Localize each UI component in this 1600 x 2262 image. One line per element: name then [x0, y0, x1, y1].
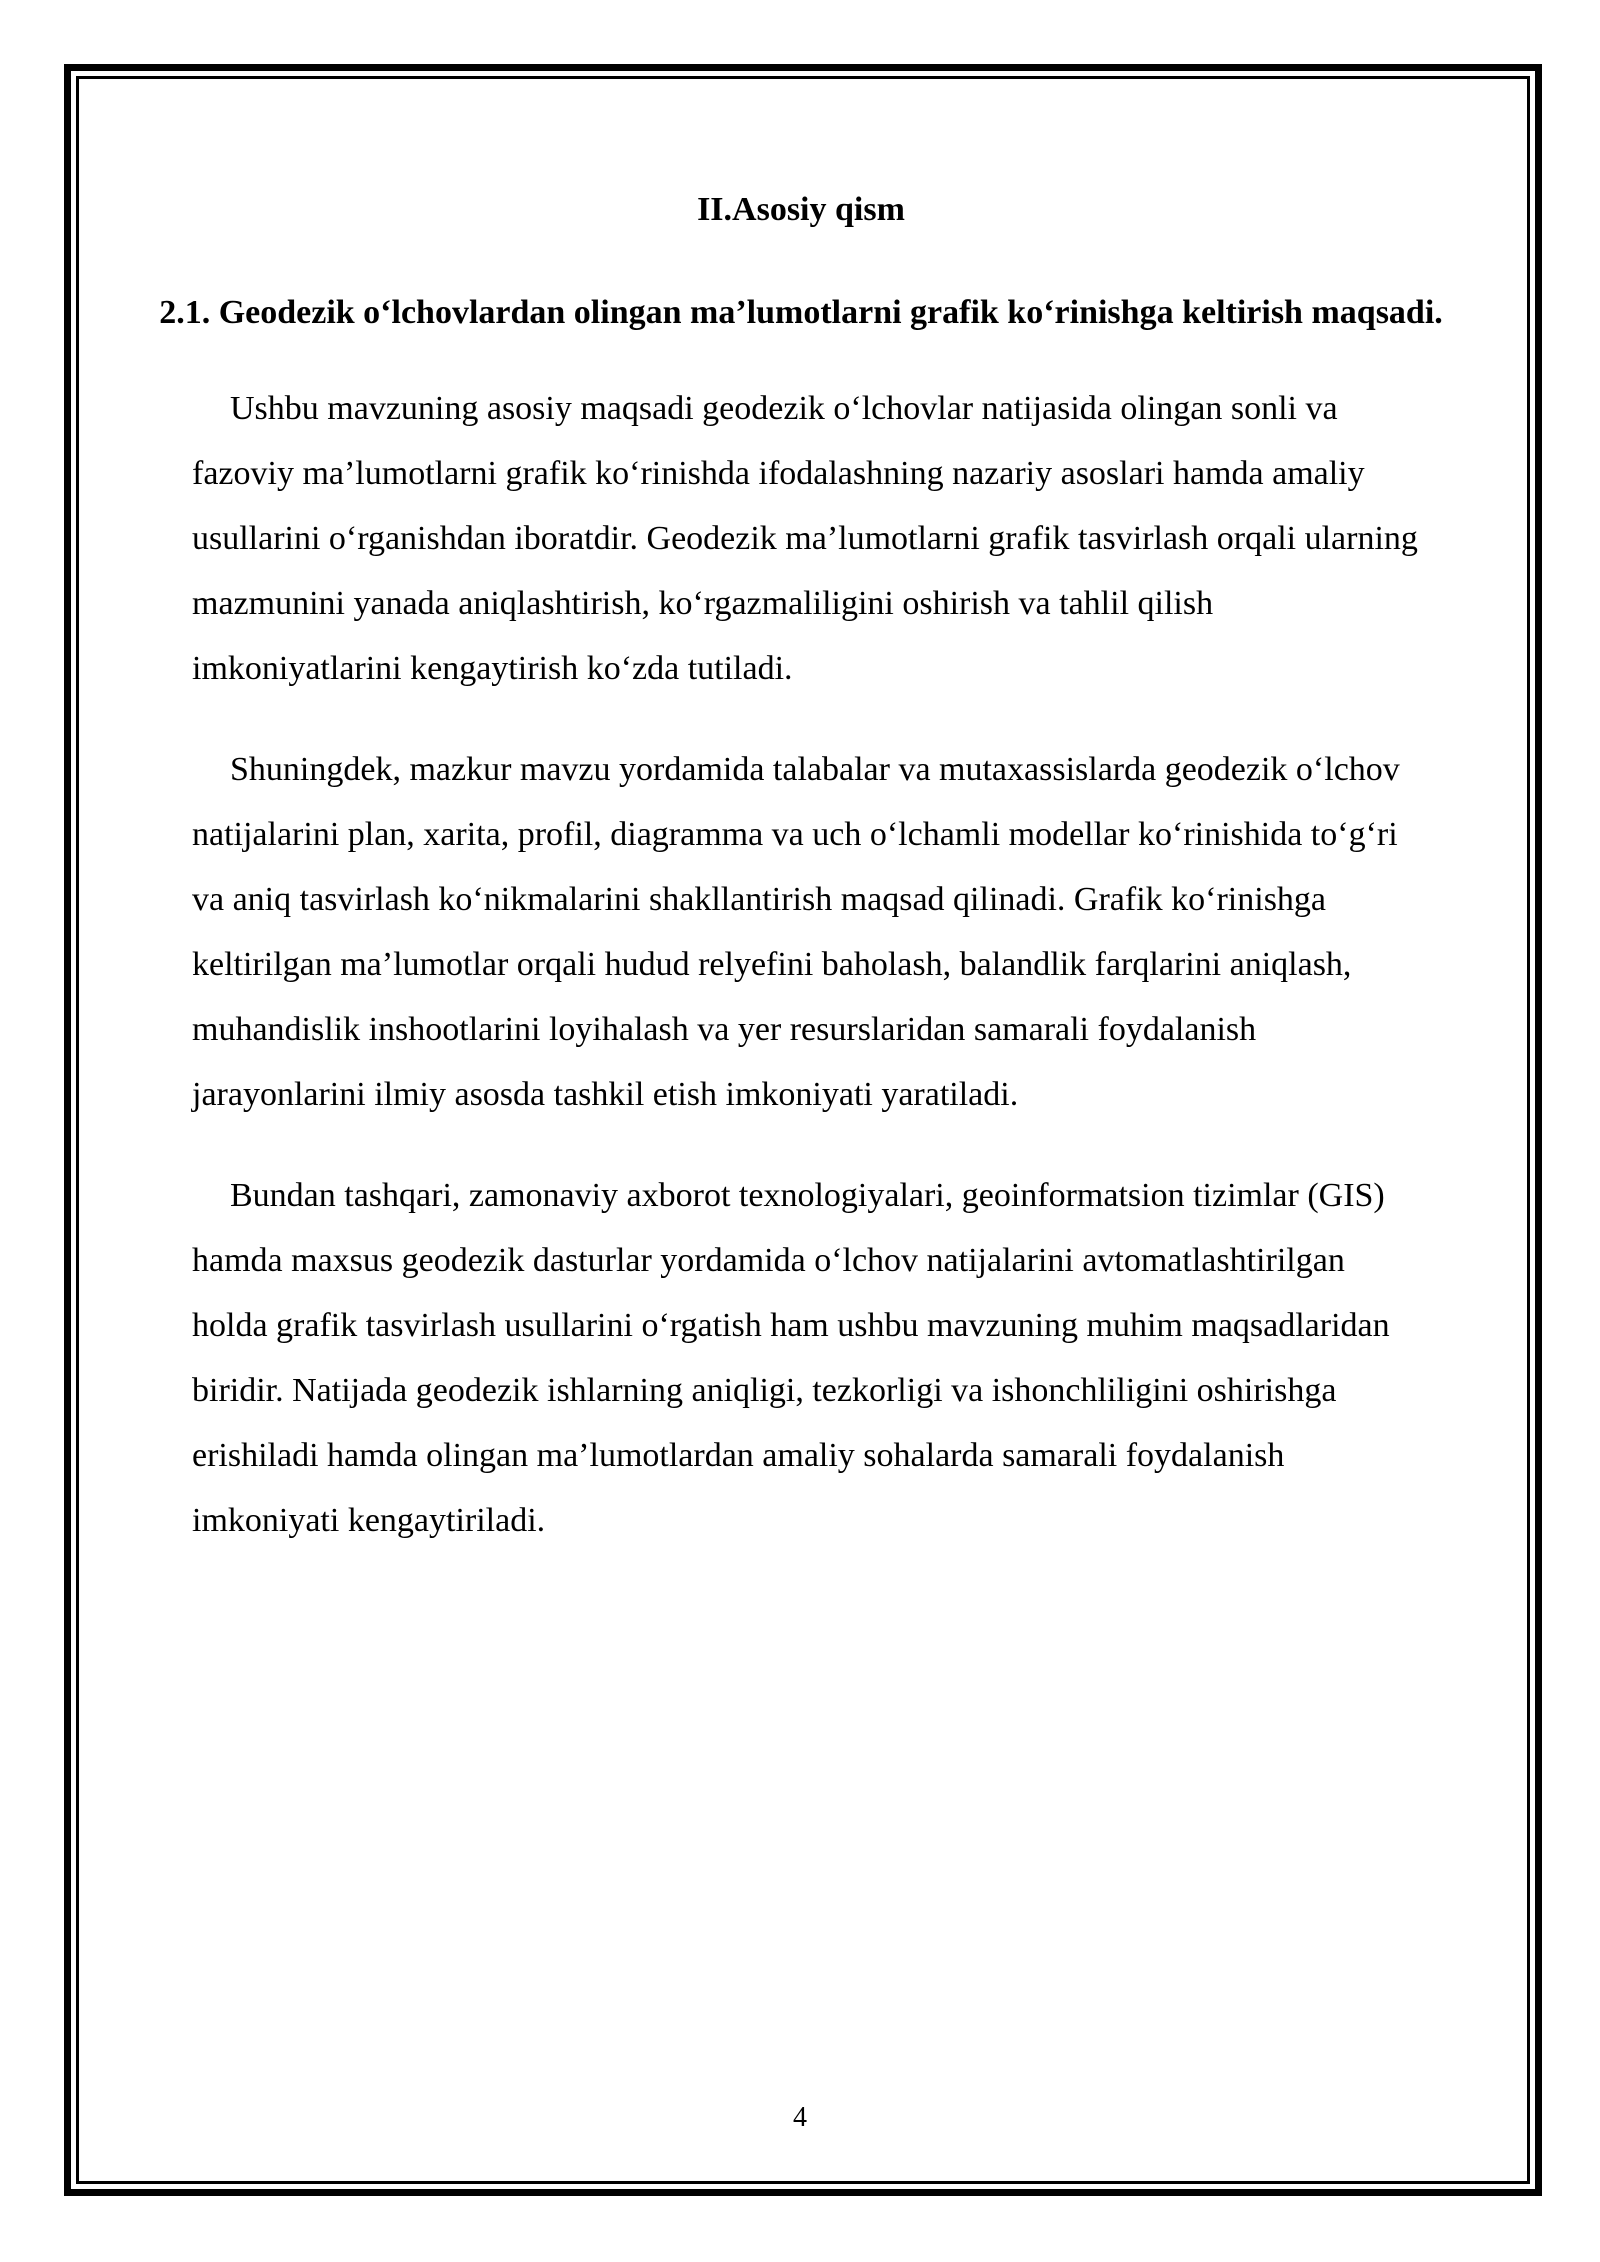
paragraph-3: Bundan tashqari, zamonaviy axborot texnologiyalari, geoinformatsion tizimlar (GIS) hamda maxsus geodezik dasturlar yordamida o‘lchov natijalarini avtomatlashtirilgan holda grafik tasvirlash usullarini o‘rgatish ham ushbu mavzuning muhim maqsadlaridan biridir. Natijada geodezik ishlarning aniqligi, tezkorligi va ishonchliligini oshirishga erishiladi hamda olingan ma’lumotlardan amaliy sohalarda samarali foydalanish imkoniyati kengaytiriladi. — [192, 1177, 1390, 1539]
paragraph-2: Shuningdek, mazkur mavzu yordamida talabalar va mutaxassislarda geodezik o‘lchov natijalarini plan, xarita, profil, diagramma va uch o‘lchamli modellar ko‘rinishida to‘g‘ri va aniq tasvirlash ko‘nikmalarini shakllantirish maqsad qilinadi. Grafik ko‘rinishga keltirilgan ma’lumotlar orqali hudud relyefini baholash, balandlik farqlarini aniqlash, muhandislik inshootlarini loyihalash va yer resurslaridan samarali foydalanish jarayonlarini ilmiy asosda tashkil etish imkoniyati yaratiladi. — [192, 751, 1400, 1113]
page-content — [136, 190, 1466, 1589]
paragraph-1: Ushbu mavzuning asosiy maqsadi geodezik o‘lchovlar natijasida olingan sonli va fazoviy ma’lumotlarni grafik ko‘rinishda ifodalashning nazariy asoslari hamda amaliy usullarini o‘rganishdan iboratdir. Geodezik ma’lumotlarni grafik tasvirlash orqali ularning mazmunini yanada aniqlashtirish, ko‘rgazmaliligini oshirish va tahlil qilish imkoniyatlarini kengaytirish ko‘zda tutiladi. — [192, 390, 1418, 687]
section-title: II.Asosiy qism — [697, 191, 905, 228]
page-number: 4 — [793, 2102, 807, 2133]
subsection-title: 2.1. Geodezik o‘lchovlardan olingan ma’lumotlarni grafik ko‘rinishga keltirish maqsadi. — [159, 294, 1443, 331]
